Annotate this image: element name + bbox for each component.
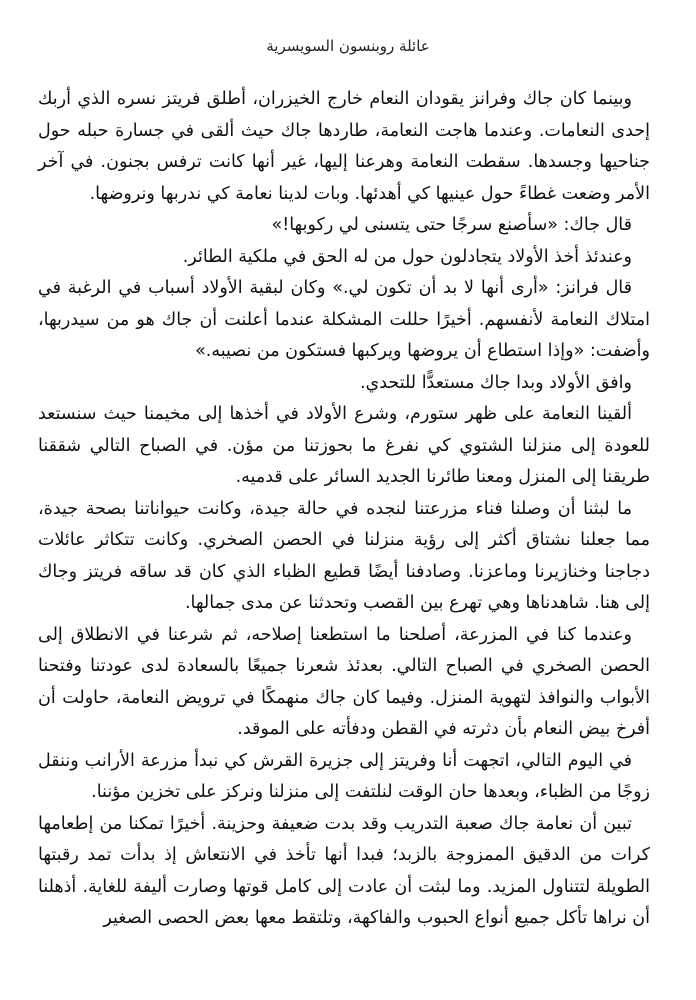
paragraph: قال جاك: «سأصنع سرجًا حتى يتسنى لي ركوبها!» — [271, 215, 632, 235]
paragraph: وعندئذ أخذ الأولاد يتجادلون حول من له الحق في ملكية الطائر. — [182, 246, 632, 267]
body-text — [38, 84, 650, 935]
paragraph: قال فرانز: «أرى أنها لا بد أن تكون لي.» وكان لبقية الأولاد أسباب في الرغبة في امتلاك النعامة لأنفسهم. أخيرًا حللت المشكلة عندما أعلنت أن جاك هو من سيدربها، وأضفت: «وإذا استطاع أن يروضها ويركبها فستكون من نصيبه.» — [38, 278, 650, 361]
paragraph: وافق الأولاد وبدا جاك مستعدًّا للتحدي. — [359, 372, 632, 393]
paragraph: ما لبثنا أن وصلنا فناء مزرعتنا لنجده في حالة جيدة، وكانت حيواناتنا بصحة جيدة، مما جعلنا نشتاق أكثر إلى رؤية منزلنا في الحصن الصخري. وكانت تتكاثر عائلات دجاجنا وخنازيرنا وماعزنا. وصادفنا أيضًا قطيع الظباء الذي كان قد ساقه فريتز وجاك إلى هنا. شاهدناها وهي تهرع بين القصب وتحدثنا عن مدى جمالها. — [38, 498, 650, 613]
paragraph: ألقينا النعامة على ظهر ستورم، وشرع الأولاد في أخذها إلى مخيمنا حيث سنستعد للعودة إلى منزلنا الشتوي كي نفرغ ما بحوزتنا من مؤن. في الصباح التالي شققنا طريقنا إلى المنزل ومعنا طائرنا الجديد السائر على قدميه. — [38, 404, 650, 487]
running-header: عائلة روبنسون السويسرية — [266, 37, 430, 55]
paragraph: في اليوم التالي، اتجهت أنا وفريتز إلى جزيرة القرش كي نبدأ مزرعة الأرانب وننقل زوجًا من الظباء، وبعدها حان الوقت لنلتفت إلى منزلنا ونركز على تخزين مؤننا. — [38, 750, 650, 802]
paragraph: وبينما كان جاك وفرانز يقودان النعام خارج الخيزران، أطلق فريتز نسره الذي أربك إحدى النعامات. وعندما هاجت النعامة، طاردها جاك حيث ألقى في جسارة حبله حول جناحيها وجسدها. سقطت النعامة وهرعنا إليها، غير أنها كانت ترفس بجنون. في آخر الأمر وضعت غطاءً حول عينيها كي أهدئها. وبات لدينا نعامة كي ندربها ونروضها. — [38, 89, 650, 204]
paragraph: وعندما كنا في المزرعة، أصلحنا ما استطعنا إصلاحه، ثم شرعنا في الانطلاق إلى الحصن الصخري في الصباح التالي. بعدئذ شعرنا جميعًا بالسعادة لدى عودتنا وفتحنا الأبواب والنوافذ لتهوية المنزل. وفيما كان جاك منهمكًا في ترويض النعامة، حاولت أن أفرخ بيض النعام بأن دثرته في القطن ودفأته على الموقد. — [38, 624, 650, 739]
paragraph: تبين أن نعامة جاك صعبة التدريب وقد بدت ضعيفة وحزينة. أخيرًا تمكنا من إطعامها كرات من الدقيق الممزوجة بالزبد؛ فبدا أنها تأخذ في الانتعاش إذ بدأت تمد رقبتها الطويلة لتتناول المزيد. وما لبثت أن عادت إلى كامل قوتها وصارت أليفة للغاية. أذهلنا أن نراها تأكل جميع أنواع الحبوب والفاكهة، وتلتقط معها بعض الحصى الصغير — [38, 813, 650, 928]
